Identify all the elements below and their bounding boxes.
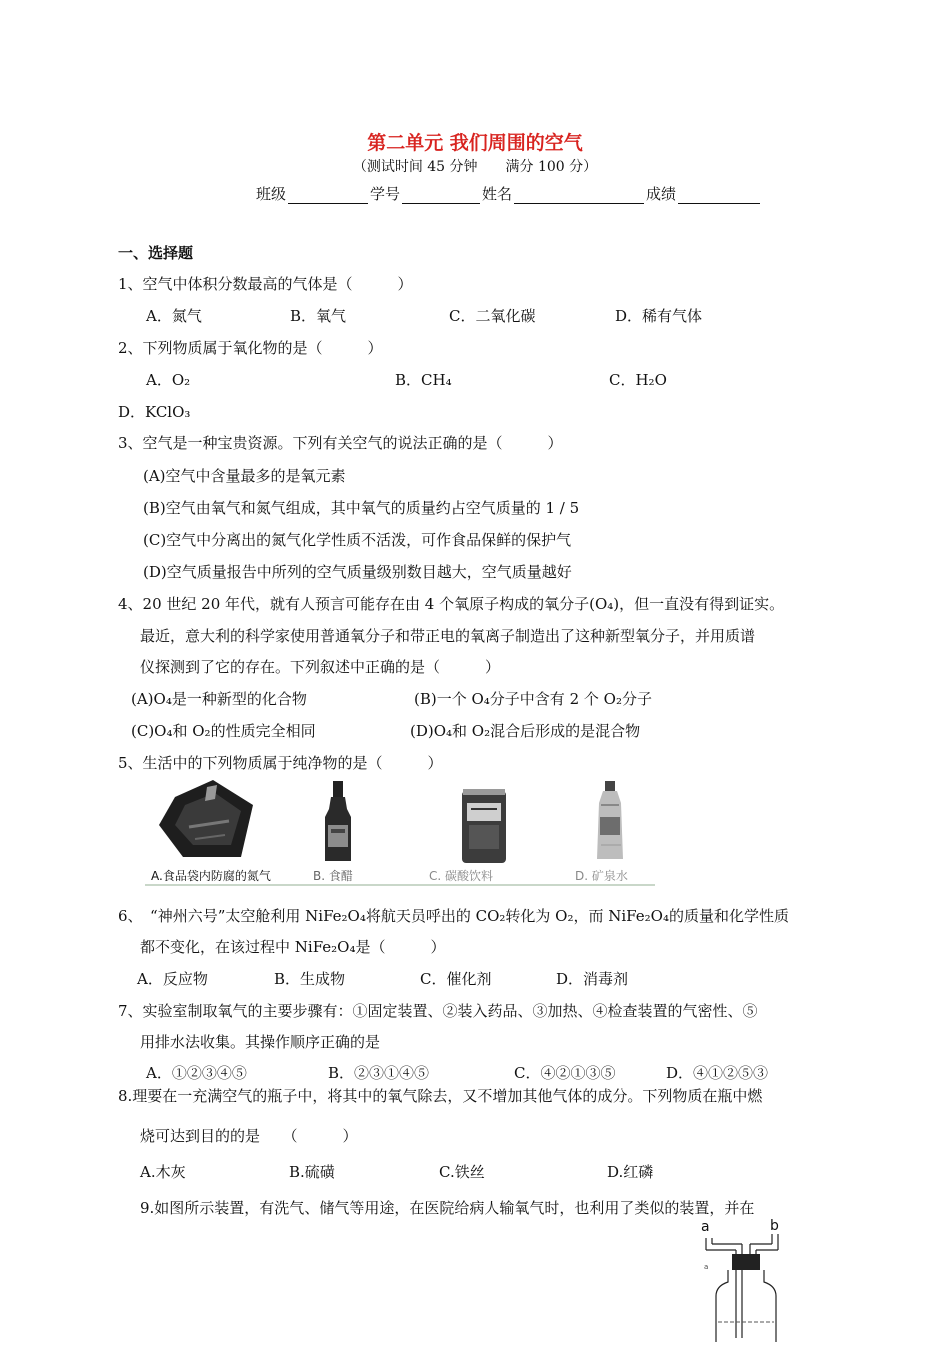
gas-bottle-drawing [690, 1218, 800, 1342]
q5-caption-d: D. 矿泉水 [575, 869, 628, 883]
score-label: 成绩 [646, 185, 677, 203]
q5-caption-b: B. 食醋 [313, 869, 353, 883]
q2-option-c[interactable]: C．H₂O [609, 371, 667, 389]
question-7-line-2: 用排水法收集。其操作顺序正确的是 [140, 1033, 381, 1051]
question-4-line-1: 4、20 世纪 20 年代，就有人预言可能存在由 4 个氧原子构成的氧分子(O₄)，但一直没有得到证实。 [118, 595, 785, 613]
q1-option-a[interactable]: A．氮气 [146, 307, 202, 325]
q8-option-c[interactable]: C.铁丝 [439, 1163, 485, 1181]
q7-option-c[interactable]: C．④②①③⑤ [514, 1064, 616, 1082]
q1-option-c[interactable]: C．二氧化碳 [449, 307, 536, 325]
q6-option-b[interactable]: B．生成物 [274, 970, 346, 988]
mineral-water-bottle-photo [597, 781, 623, 859]
soda-can-photo [462, 789, 506, 863]
class-field[interactable] [288, 189, 368, 204]
q1-option-b[interactable]: B．氧气 [290, 307, 347, 325]
q7-option-a[interactable]: A．①②③④⑤ [146, 1064, 247, 1082]
question-2-stem: 2、下列物质属于氧化物的是（ ） [118, 339, 383, 357]
vinegar-bottle-photo [325, 781, 351, 861]
question-4-line-2: 最近，意大利的科学家使用普通氧分子和带正电的氧离子制造出了这种新型氧分子，并用质谱 [140, 627, 756, 645]
question-9-line-1: 9.如图所示装置，有洗气、储气等用途，在医院给病人输氧气时，也利用了类似的装置，并在 [140, 1199, 755, 1217]
page-title: 第二单元 我们周围的空气 [367, 132, 583, 154]
question-8-line-1: 8.理要在一充满空气的瓶子中，将其中的氧气除去，又不增加其他气体的成分。下列物质在瓶中燃 [118, 1087, 763, 1105]
nitrogen-bag-photo [159, 780, 253, 857]
section-title: 一、选择题 [118, 244, 194, 262]
q7-option-b[interactable]: B．②③①④⑤ [328, 1064, 430, 1082]
question-8-line-2: 烧可达到目的的是 （ ） [140, 1127, 358, 1145]
subtitle: （测试时间 45 分钟 满分 100 分） [352, 159, 598, 175]
student-info-row [256, 183, 762, 204]
name-label: 姓名 [482, 185, 513, 203]
q8-option-d[interactable]: D.红磷 [607, 1163, 654, 1181]
q7-option-d[interactable]: D．④①②⑤③ [666, 1064, 769, 1082]
question-1-stem: 1、空气中体积分数最高的气体是（ ） [118, 275, 413, 293]
q4-option-c[interactable]: (C)O₄和 O₂的性质完全相同 [131, 722, 316, 740]
q2-option-a[interactable]: A．O₂ [146, 371, 191, 389]
q3-option-d[interactable]: (D)空气质量报告中所列的空气质量级别数目越大，空气质量越好 [143, 563, 572, 581]
q5-caption-c: C. 碳酸饮料 [429, 869, 494, 883]
question-6-line-1: 6、 “神州六号”太空舱利用 NiFe₂O₄将航天员呼出的 CO₂转化为 O₂，而 NiFe₂O₄的质量和化学性质 [118, 907, 789, 925]
name-field[interactable] [514, 189, 644, 204]
q2-option-b[interactable]: B．CH₄ [395, 371, 452, 389]
q8-option-b[interactable]: B.硫磺 [289, 1163, 335, 1181]
gas-bottle-diagram [690, 1218, 800, 1342]
question-7-line-1: 7、实验室制取氧气的主要步骤有：①固定装置、②装入药品、③加热、④检查装置的气密性、⑤ [118, 1002, 758, 1020]
q8-option-a[interactable]: A.木灰 [140, 1163, 186, 1181]
class-label: 班级 [256, 185, 287, 203]
q5-photo-strip [145, 775, 655, 890]
q3-option-a[interactable]: (A)空气中含量最多的是氧元素 [143, 467, 346, 485]
svg-text:a: a [704, 1263, 709, 1271]
q6-option-d[interactable]: D．消毒剂 [556, 970, 629, 988]
q4-option-d[interactable]: (D)O₄和 O₂混合后形成的是混合物 [410, 722, 641, 740]
q2-option-d[interactable]: D．KClO₃ [118, 403, 191, 421]
question-3-stem: 3、空气是一种宝贵资源。下列有关空气的说法正确的是（ ） [118, 434, 563, 452]
question-4-line-3: 仪探测到了它的存在。下列叙述中正确的是（ ） [140, 658, 501, 676]
q3-option-b[interactable]: (B)空气由氧气和氮气组成，其中氧气的质量约占空气质量的 1 / 5 [143, 499, 580, 517]
q4-option-a[interactable]: (A)O₄是一种新型的化合物 [131, 690, 307, 708]
port-a-label: a [701, 1219, 710, 1235]
score-field[interactable] [678, 189, 760, 204]
q6-option-a[interactable]: A．反应物 [137, 970, 208, 988]
q5-caption-a: A.食品袋内防腐的氮气 [151, 869, 271, 883]
number-field[interactable] [402, 189, 480, 204]
question-5-stem: 5、生活中的下列物质属于纯净物的是（ ） [118, 754, 443, 772]
question-6-line-2: 都不变化，在该过程中 NiFe₂O₄是（ ） [140, 938, 446, 956]
q3-option-c[interactable]: (C)空气中分离出的氮气化学性质不活泼，可作食品保鲜的保护气 [143, 531, 572, 549]
port-b-label: b [770, 1218, 779, 1234]
q1-option-d[interactable]: D．稀有气体 [615, 307, 703, 325]
q4-option-b[interactable]: (B)一个 O₄分子中含有 2 个 O₂分子 [414, 690, 652, 708]
number-label: 学号 [370, 185, 401, 203]
q6-option-c[interactable]: C．催化剂 [420, 970, 492, 988]
